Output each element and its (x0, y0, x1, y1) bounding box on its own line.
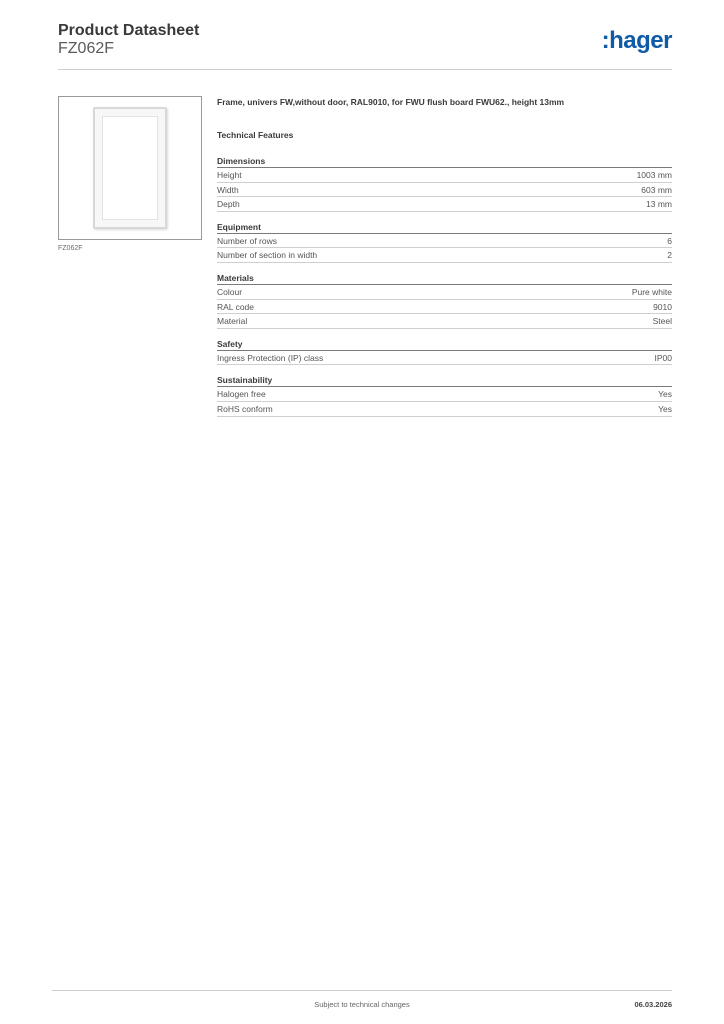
footer-date: 06.03.2026 (634, 1000, 672, 1009)
row-value: Steel (652, 316, 672, 327)
row-label: Depth (217, 199, 240, 210)
row-label: Number of rows (217, 235, 277, 246)
feature-section (217, 374, 672, 416)
row-label: Ingress Protection (IP) class (217, 352, 324, 363)
datasheet-content (217, 96, 672, 417)
row-value: 6 (667, 235, 672, 246)
row-value: Yes (658, 403, 672, 414)
row-label: Halogen free (217, 389, 266, 400)
row-value: Pure white (631, 286, 672, 297)
technical-features-title: Technical Features (217, 130, 294, 140)
section-title: Sustainability (217, 374, 672, 387)
row-value: IP00 (654, 352, 672, 363)
table-row (217, 351, 672, 366)
row-value: 1003 mm (636, 170, 672, 180)
row-value: 603 mm (641, 184, 672, 195)
product-code: FZ062F (58, 40, 115, 57)
page-header (58, 22, 672, 70)
row-label: Number of section in width (217, 250, 318, 261)
feature-sections (217, 155, 672, 417)
image-caption: FZ062F (58, 245, 83, 252)
footer-note: Subject to technical changes (314, 1000, 410, 1009)
table-row (217, 387, 672, 402)
row-label: RAL code (217, 301, 255, 312)
section-title: Materials (217, 272, 672, 285)
table-row (217, 234, 672, 249)
table-row (217, 168, 672, 183)
row-value: 9010 (653, 301, 672, 312)
row-value: Yes (658, 389, 672, 400)
product-description: Frame, univers FW,without door, RAL9010, for FWU flush board FWU62., height 13mm (217, 97, 565, 107)
row-value: 13 mm (646, 199, 672, 210)
row-label: Height (217, 170, 242, 180)
row-label: RoHS conform (217, 403, 273, 414)
table-row (217, 300, 672, 315)
table-row (217, 197, 672, 212)
table-row (217, 402, 672, 417)
feature-section (217, 338, 672, 366)
row-label: Width (217, 184, 239, 195)
row-label: Material (217, 316, 248, 327)
feature-section (217, 272, 672, 329)
table-row (217, 314, 672, 329)
table-row (217, 285, 672, 300)
document-title: Product Datasheet (58, 22, 200, 39)
product-image (58, 96, 202, 240)
section-title: Safety (217, 338, 672, 351)
row-value: 2 (667, 250, 672, 261)
section-title: Dimensions (217, 155, 672, 168)
table-row (217, 183, 672, 198)
feature-section (217, 155, 672, 212)
hager-logo: :hager (601, 27, 672, 54)
feature-section (217, 221, 672, 263)
page-footer (52, 990, 672, 1014)
frame-icon (93, 107, 167, 229)
row-label: Colour (217, 286, 243, 297)
section-title: Equipment (217, 221, 672, 234)
table-row (217, 248, 672, 263)
